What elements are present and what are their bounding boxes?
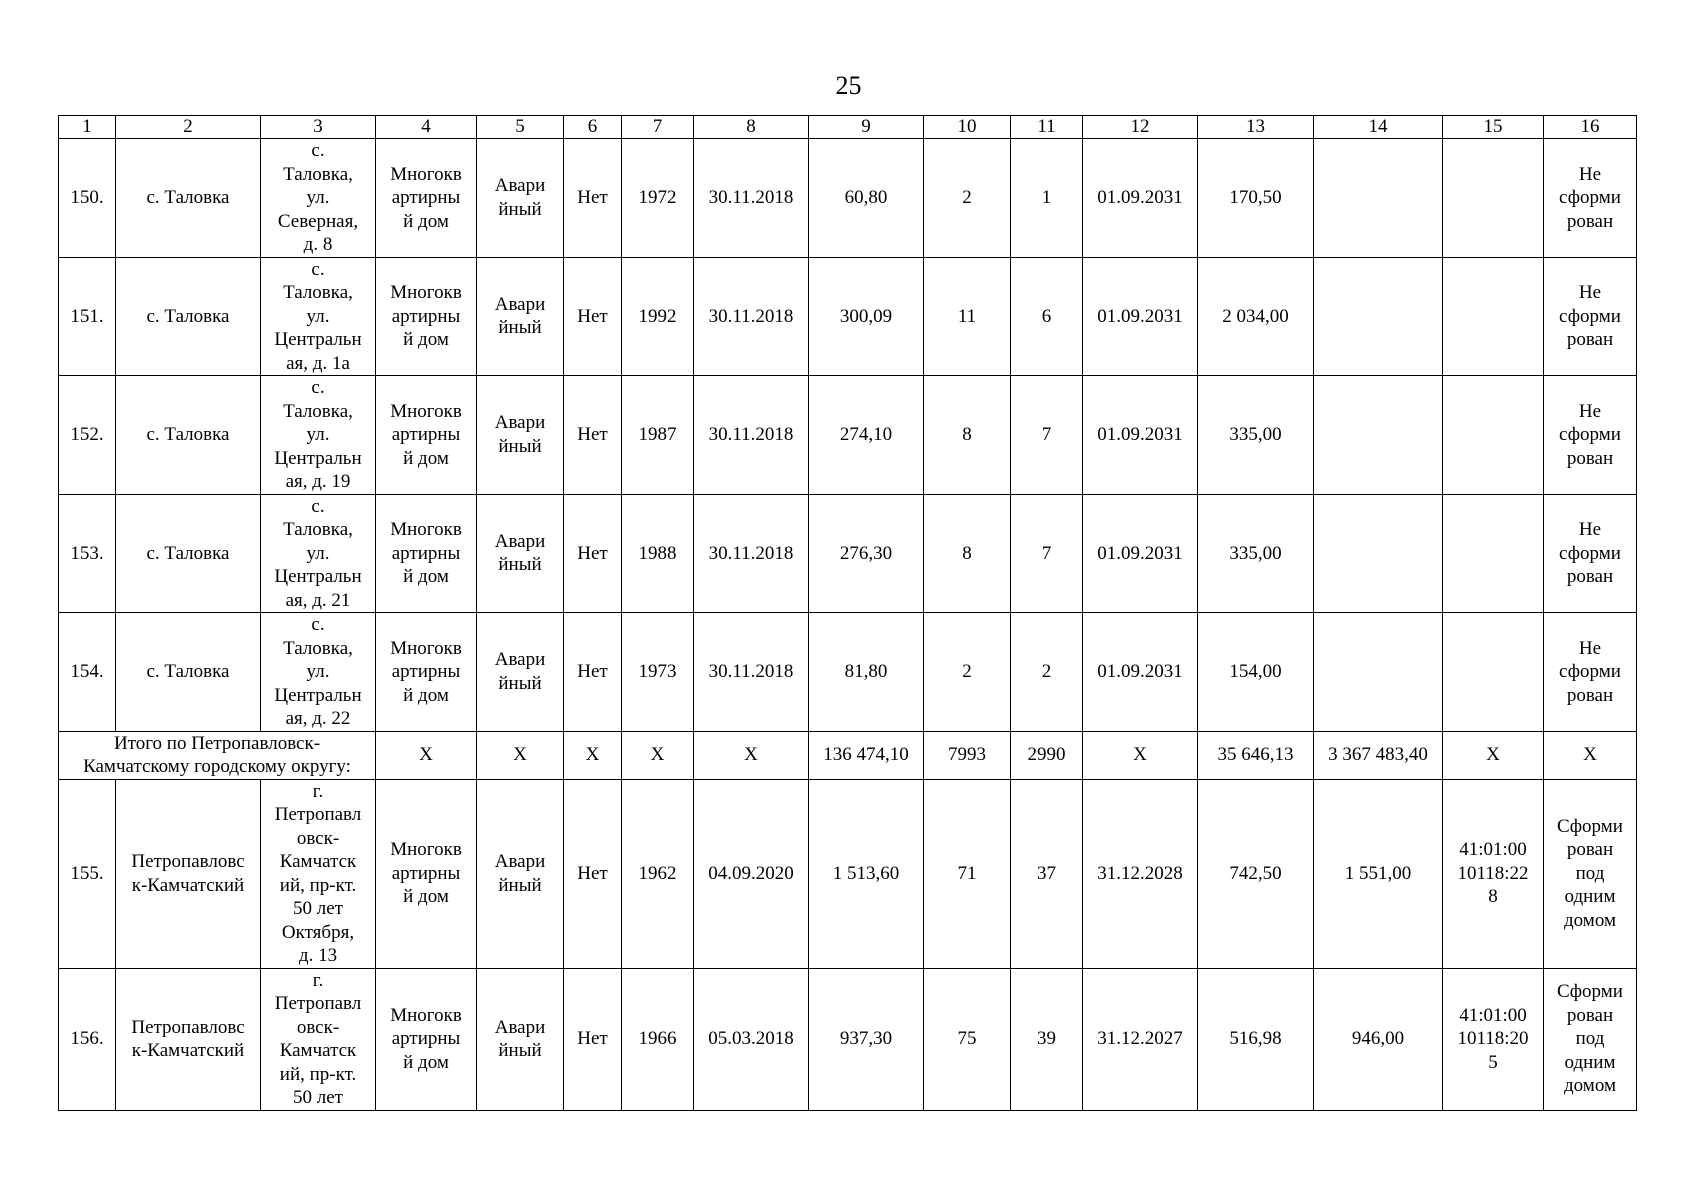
building-status-line: йный (498, 554, 542, 576)
total-label (59, 731, 376, 779)
col-16-land-status-line: рован (1566, 839, 1614, 861)
total-row (59, 731, 1637, 779)
col-16-land-status-line: Не (1578, 637, 1602, 659)
col-13: 742,50 (1198, 779, 1314, 968)
col-12-date: 01.09.2031 (1083, 139, 1198, 258)
building-status-line: йный (498, 435, 542, 457)
settlement: с. Таловка (116, 494, 261, 613)
address-line: 50 лет (293, 1087, 343, 1108)
row-number: 153. (59, 494, 116, 613)
col-8-date: 30.11.2018 (694, 613, 809, 732)
col-15-cadastral (1443, 968, 1544, 1110)
settlement-line: Петропавловс (131, 1016, 245, 1038)
settlement-line: Петропавловс (131, 851, 245, 872)
address-line: Центральн (274, 566, 362, 587)
col-6: Нет (564, 257, 622, 376)
address-line: д. 8 (303, 234, 333, 255)
col-12-date: 01.09.2031 (1083, 376, 1198, 495)
col-14 (1314, 494, 1443, 613)
address-line: с. (311, 495, 325, 517)
total-c16: Х (1544, 731, 1637, 779)
col-15-cadastral (1443, 376, 1544, 495)
col-16-land-status (1544, 376, 1637, 495)
col-14 (1314, 613, 1443, 732)
building-status-line: йный (498, 874, 542, 896)
address-line: Северная, (277, 210, 359, 232)
building-status-line: Авари (494, 530, 546, 552)
address-line: ая, д. 22 (285, 708, 351, 729)
address-line: Таловка, (283, 163, 353, 185)
building-status-line: йный (498, 198, 542, 220)
column-number: 7 (622, 116, 694, 139)
table-row (59, 376, 1637, 495)
col-9-area: 81,80 (809, 613, 924, 732)
col-6: Нет (564, 139, 622, 258)
col-7-year: 1966 (622, 968, 694, 1110)
address (261, 968, 376, 1110)
col-16-land-status (1544, 968, 1637, 1110)
building-status-line: Авари (494, 649, 546, 671)
col-16-land-status (1544, 257, 1637, 376)
address-line: ий, пр-кт. (279, 1063, 357, 1085)
col-7-year: 1987 (622, 376, 694, 495)
address-line: ая, д. 19 (285, 471, 351, 492)
column-number-row (59, 116, 1637, 139)
page-number: 25 (835, 71, 862, 100)
col-16-land-status (1544, 613, 1637, 732)
column-number: 12 (1083, 116, 1198, 139)
col-16-land-status-line: рован (1566, 210, 1614, 232)
col-8-date: 04.09.2020 (694, 779, 809, 968)
address-line: ул. (306, 305, 330, 327)
total-c6: Х (564, 731, 622, 779)
col-10: 2 (924, 139, 1011, 258)
col-13: 335,00 (1198, 376, 1314, 495)
col-16-land-status-line: одним (1564, 886, 1616, 908)
row-number: 152. (59, 376, 116, 495)
col-9-area: 276,30 (809, 494, 924, 613)
row-number: 151. (59, 257, 116, 376)
col-15-cadastral-line: 10118:22 (1457, 862, 1529, 884)
building-type-line: й дом (403, 210, 449, 232)
address (261, 257, 376, 376)
col-15-cadastral (1443, 139, 1544, 258)
building-type (376, 257, 477, 376)
settlement (116, 779, 261, 968)
row-number: 156. (59, 968, 116, 1110)
address-line: ул. (306, 187, 330, 208)
total-c5: Х (477, 731, 564, 779)
column-number: 10 (924, 116, 1011, 139)
table-row (59, 494, 1637, 613)
col-16-land-status-line: Не (1578, 282, 1602, 303)
col-10: 11 (924, 257, 1011, 376)
col-16-land-status-line: под (1575, 1028, 1605, 1050)
col-15-cadastral (1443, 494, 1544, 613)
col-15-cadastral-line: 41:01:00 (1459, 839, 1527, 861)
building-status (477, 257, 564, 376)
col-16-land-status-line: рован (1566, 684, 1614, 706)
col-15-cadastral-line: 10118:20 (1457, 1028, 1529, 1050)
table-row (59, 257, 1637, 376)
address-line: Таловка, (283, 282, 353, 303)
column-number: 11 (1011, 116, 1083, 139)
building-type-line: Многокв (390, 1004, 462, 1026)
total-c12: Х (1083, 731, 1198, 779)
col-7-year: 1962 (622, 779, 694, 968)
building-type-line: й дом (403, 886, 449, 908)
address (261, 613, 376, 732)
building-type (376, 779, 477, 968)
table-row (59, 613, 1637, 732)
col-15-cadastral-line: 5 (1488, 1051, 1498, 1073)
address-line: Таловка, (283, 400, 353, 422)
col-12-date: 01.09.2031 (1083, 257, 1198, 376)
address-line: Таловка, (283, 519, 353, 540)
address-line: Центральн (274, 447, 362, 469)
col-8-date: 05.03.2018 (694, 968, 809, 1110)
total-c11: 2990 (1011, 731, 1083, 779)
building-status-line: Авари (494, 175, 546, 197)
col-16-land-status-line: одним (1564, 1051, 1616, 1073)
address-line: Петропавл (274, 804, 362, 825)
total-c9: 136 474,10 (809, 731, 924, 779)
building-type (376, 139, 477, 258)
total-c4: Х (376, 731, 477, 779)
col-8-date: 30.11.2018 (694, 257, 809, 376)
building-type-line: й дом (403, 566, 449, 587)
settlement: с. Таловка (116, 139, 261, 258)
col-16-land-status-line: сформи (1559, 424, 1621, 445)
building-type-line: Многокв (390, 519, 462, 540)
building-type-line: й дом (403, 329, 449, 350)
col-14: 1 551,00 (1314, 779, 1443, 968)
address-line: с. (311, 614, 325, 635)
col-11: 6 (1011, 257, 1083, 376)
col-16-land-status-line: Не (1578, 519, 1602, 540)
col-16-land-status-line: рован (1566, 447, 1614, 469)
address (261, 494, 376, 613)
building-type-line: й дом (403, 684, 449, 706)
col-8-date: 30.11.2018 (694, 139, 809, 258)
address-line: д. 13 (298, 945, 338, 966)
column-number: 6 (564, 116, 622, 139)
total-label-line: Итого по Петропавловск- (113, 732, 321, 754)
address-line: с. (311, 258, 325, 280)
address-line: Центральн (274, 329, 362, 350)
col-16-land-status-line: рован (1566, 1004, 1614, 1026)
building-status (477, 376, 564, 495)
total-label-line: Камчатскому городскому округу: (83, 756, 351, 777)
building-type-line: артирны (391, 187, 461, 208)
building-type (376, 968, 477, 1110)
col-7-year: 1972 (622, 139, 694, 258)
col-14 (1314, 139, 1443, 258)
address (261, 376, 376, 495)
col-14: 946,00 (1314, 968, 1443, 1110)
address-line: 50 лет (293, 898, 343, 919)
total-c13: 35 646,13 (1198, 731, 1314, 779)
col-9-area: 1 513,60 (809, 779, 924, 968)
building-status-line: Авари (494, 1016, 546, 1038)
table-row (59, 779, 1637, 968)
settlement-line: к-Камчатский (131, 1040, 245, 1061)
total-c14: 3 367 483,40 (1314, 731, 1443, 779)
col-16-land-status (1544, 139, 1637, 258)
settlement: с. Таловка (116, 257, 261, 376)
row-number: 154. (59, 613, 116, 732)
total-c15: Х (1443, 731, 1544, 779)
address-line: с. (311, 377, 325, 398)
row-number: 155. (59, 779, 116, 968)
col-16-land-status-line: домом (1564, 1075, 1616, 1097)
building-type-line: Многокв (390, 400, 462, 422)
col-16-land-status-line: домом (1564, 909, 1616, 931)
column-number: 13 (1198, 116, 1314, 139)
col-12-date: 01.09.2031 (1083, 613, 1198, 732)
col-9-area: 60,80 (809, 139, 924, 258)
address-line: ул. (306, 424, 330, 445)
total-c7: Х (622, 731, 694, 779)
building-type-line: артирны (391, 424, 461, 445)
col-10: 2 (924, 613, 1011, 732)
settlement (116, 968, 261, 1110)
column-number: 5 (477, 116, 564, 139)
col-12-date: 31.12.2027 (1083, 968, 1198, 1110)
column-number: 8 (694, 116, 809, 139)
building-status (477, 494, 564, 613)
col-12-date: 01.09.2031 (1083, 494, 1198, 613)
building-status-line: йный (498, 1040, 542, 1061)
column-number: 1 (59, 116, 116, 139)
building-status (477, 779, 564, 968)
address-line: ул. (306, 661, 330, 682)
building-status-line: Авари (494, 851, 546, 872)
col-8-date: 30.11.2018 (694, 494, 809, 613)
col-15-cadastral-line: 41:01:00 (1459, 1004, 1527, 1026)
total-c8: Х (694, 731, 809, 779)
col-9-area: 274,10 (809, 376, 924, 495)
col-7-year: 1988 (622, 494, 694, 613)
address-line: овск- (296, 827, 340, 849)
building-status (477, 139, 564, 258)
address-line: г. (312, 969, 324, 991)
col-11: 2 (1011, 613, 1083, 732)
col-13: 516,98 (1198, 968, 1314, 1110)
column-number: 9 (809, 116, 924, 139)
col-6: Нет (564, 376, 622, 495)
address-line: ий, пр-кт. (279, 874, 357, 896)
col-16-land-status-line: под (1575, 862, 1605, 884)
col-16-land-status-line: Сформи (1557, 815, 1623, 837)
col-10: 71 (924, 779, 1011, 968)
settlement: с. Таловка (116, 376, 261, 495)
building-type-line: артирны (391, 542, 461, 564)
col-16-land-status-line: Не (1578, 163, 1602, 185)
col-13: 335,00 (1198, 494, 1314, 613)
table-row (59, 139, 1637, 258)
col-7-year: 1992 (622, 257, 694, 376)
col-6: Нет (564, 779, 622, 968)
col-13: 2 034,00 (1198, 257, 1314, 376)
building-status-line: йный (498, 672, 542, 694)
col-11: 7 (1011, 376, 1083, 495)
building-type (376, 376, 477, 495)
building-type-line: Многокв (390, 637, 462, 659)
col-11: 7 (1011, 494, 1083, 613)
col-16-land-status-line: сформи (1559, 542, 1621, 564)
building-type-line: артирны (391, 661, 461, 682)
col-16-land-status (1544, 494, 1637, 613)
column-number: 15 (1443, 116, 1544, 139)
total-c10: 7993 (924, 731, 1011, 779)
col-15-cadastral (1443, 613, 1544, 732)
column-number: 14 (1314, 116, 1443, 139)
col-11: 39 (1011, 968, 1083, 1110)
address (261, 139, 376, 258)
col-16-land-status-line: Не (1578, 400, 1602, 422)
col-10: 8 (924, 376, 1011, 495)
building-type (376, 613, 477, 732)
col-6: Нет (564, 613, 622, 732)
address-line: Камчатск (279, 1040, 357, 1061)
col-9-area: 937,30 (809, 968, 924, 1110)
building-type-line: артирны (391, 1028, 461, 1050)
address-line: овск- (296, 1016, 340, 1038)
building-status-line: Авари (494, 412, 546, 434)
col-14 (1314, 376, 1443, 495)
col-8-date: 30.11.2018 (694, 376, 809, 495)
building-type (376, 494, 477, 613)
col-6: Нет (564, 968, 622, 1110)
col-16-land-status (1544, 779, 1637, 968)
building-status (477, 613, 564, 732)
address-line: Октября, (281, 921, 355, 943)
building-status-line: йный (498, 317, 542, 339)
address-line: Петропавл (274, 993, 362, 1014)
col-7-year: 1973 (622, 613, 694, 732)
col-11: 1 (1011, 139, 1083, 258)
col-15-cadastral (1443, 257, 1544, 376)
col-14 (1314, 257, 1443, 376)
address-line: ул. (306, 542, 330, 564)
col-13: 170,50 (1198, 139, 1314, 258)
address-line: с. (311, 140, 325, 161)
settlement-line: к-Камчатский (131, 874, 245, 896)
col-12-date: 31.12.2028 (1083, 779, 1198, 968)
col-16-land-status-line: рован (1566, 566, 1614, 587)
table-row (59, 968, 1637, 1110)
address-line: ая, д. 21 (285, 589, 351, 611)
building-type-line: й дом (403, 1051, 449, 1073)
row-number: 150. (59, 139, 116, 258)
column-number: 3 (261, 116, 376, 139)
col-16-land-status-line: сформи (1559, 187, 1621, 208)
building-type-line: й дом (403, 447, 449, 469)
address-line: Таловка, (283, 637, 353, 659)
col-15-cadastral-line: 8 (1488, 886, 1498, 908)
col-15-cadastral (1443, 779, 1544, 968)
column-number: 16 (1544, 116, 1637, 139)
building-type-line: артирны (391, 862, 461, 884)
building-status (477, 968, 564, 1110)
building-type-line: Многокв (390, 839, 462, 861)
building-status-line: Авари (494, 293, 546, 315)
col-6: Нет (564, 494, 622, 613)
building-type-line: артирны (391, 305, 461, 327)
col-9-area: 300,09 (809, 257, 924, 376)
address-line: Центральн (274, 684, 362, 706)
col-11: 37 (1011, 779, 1083, 968)
housing-registry-table (58, 115, 1637, 1111)
settlement: с. Таловка (116, 613, 261, 732)
address-line: Камчатск (279, 851, 357, 872)
column-number: 2 (116, 116, 261, 139)
col-16-land-status-line: рован (1566, 329, 1614, 350)
col-13: 154,00 (1198, 613, 1314, 732)
col-10: 8 (924, 494, 1011, 613)
building-type-line: Многокв (390, 282, 462, 303)
address (261, 779, 376, 968)
building-type-line: Многокв (390, 163, 462, 185)
address-line: г. (312, 780, 324, 802)
col-16-land-status-line: сформи (1559, 305, 1621, 327)
col-16-land-status-line: Сформи (1557, 981, 1623, 1003)
address-line: ая, д. 1а (286, 352, 350, 374)
col-16-land-status-line: сформи (1559, 661, 1621, 682)
column-number: 4 (376, 116, 477, 139)
col-10: 75 (924, 968, 1011, 1110)
